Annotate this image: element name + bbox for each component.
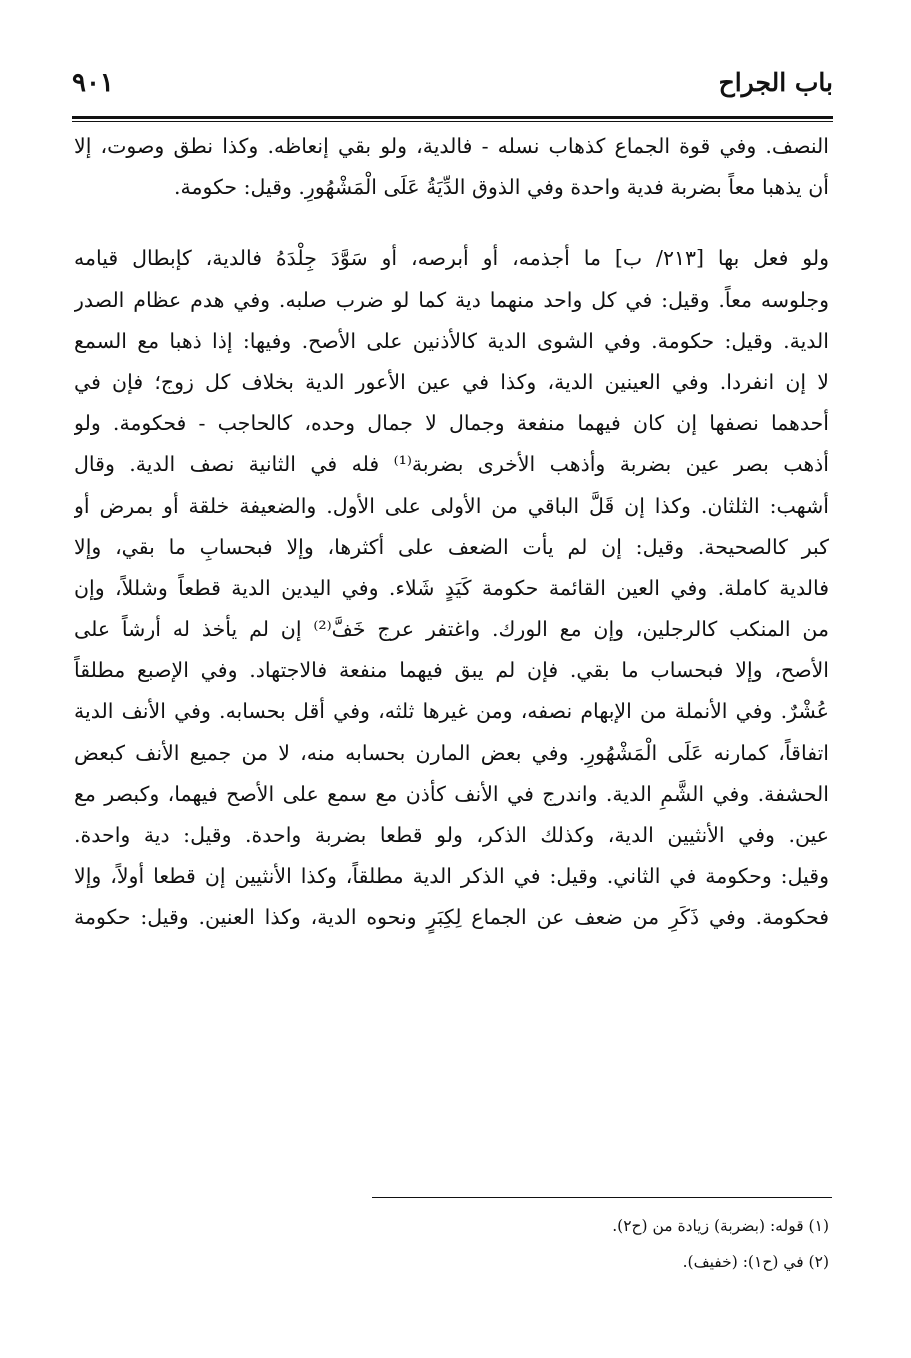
text-line: أحدهما نصفها إن كان فيهما منفعة وجمال لا جمال وحده، كالحاجب - فحكومة. ولو — [74, 411, 829, 436]
text-line: الحشفة. وفي الشَّمِ الدية. واندرج في الأنف كأذن مع سمع على الأصح فيهما، وكبصر مع — [74, 781, 829, 806]
text-line: النصف. وفي قوة الجماع كذهاب نسله - فالدية، ولو بقي إنعاظه. وكذا نطق وصوت، إلا — [74, 134, 829, 158]
text-line: فالدية كاملة. وفي العين القائمة حكومة كَيَدٍ شَلاء. وفي اليدين الدية قطعاً وشللاً، وإن — [74, 575, 829, 600]
paragraph-1 — [74, 126, 829, 208]
text-line: عين. وفي الأنثيين الدية، وكذلك الذكر، ولو قطعا بضربة واحدة. وقيل: دية واحدة. — [74, 823, 829, 847]
footnote-1: (١) قوله: (بضربة) زيادة من (ح٢). — [612, 1217, 829, 1235]
text-line: عُشْرٌ. وفي الأنملة من الإبهام نصفه، ومن غيرها ثلثه، وفي أقل بحسابه. وفي الأنف الدية — [74, 699, 829, 724]
footnote-separator — [372, 1197, 832, 1198]
paragraph-gap — [74, 208, 829, 238]
text-line: وجلوسه معاً. وقيل: في كل واحد منهما دية كما لو ضرب صلبه. وفي هدم عظام الصدر — [74, 287, 829, 312]
page-number: ٩٠١ — [72, 68, 114, 98]
text-line: فحكومة. وفي ذَكَرِ من ضعف عن الجماع لِكِبَرٍ ونحوه الدية، وكذا العنين. وقيل: حكومة — [74, 905, 829, 930]
text-line: اتفاقاً، كمارنه عَلَى الْمَشْهُورِ. وفي بعض المارن بحسابه منه، لا من جميع الأنف كبعض — [74, 740, 829, 765]
footnotes — [300, 1208, 829, 1280]
chapter-title: باب الجراح — [718, 68, 833, 97]
text-line: الدية. وقيل: حكومة. وفي الشوى الدية كالأذنين على الأصح. وفيها: إذا ذهبا مع السمع — [74, 328, 829, 353]
header-rule-thick — [72, 116, 833, 119]
text-line: الأصح، وإلا فبحساب ما بقي. فإن لم يبق فيهما منفعة فالاجتهاد. وفي الإصبع مطلقاً — [74, 658, 829, 683]
footnote-2: (٢) في (ح١): (خفيف). — [682, 1253, 829, 1271]
text-line: من المنكب كالرجلين، وإن مع الورك. واغتفر عرج خَفَّ⁽²⁾ إن لم يأخذ له أرشاً على — [74, 617, 829, 642]
header-rule-thin — [72, 121, 833, 122]
text-line: أشهب: الثلثان. وكذا إن قَلَّ الباقي من الأولى على الأول. والضعيفة خلقة أو بمرض أو — [74, 493, 829, 518]
text-line: أذهب بصر عين بضربة وأذهب الأخرى بضربة⁽¹⁾ فله في الثانية نصف الدية. وقال — [74, 452, 829, 477]
text-line: وقيل: وحكومة في الثاني. وقيل: في الذكر الدية مطلقاً، وكذا الأنثيين إن قطعا أولاً، وإلا — [74, 864, 829, 889]
text-line: لا إن انفردا. وفي العينين الدية، وكذا في عين الأعور الدية بخلاف كل زوج؛ فإن في — [74, 369, 829, 394]
main-text — [74, 126, 829, 939]
text-line: ولو فعل بها [٢١٣/ ب] ما أجذمه، أو أبرصه، أو سَوَّدَ جِلْدَهُ فالدية، كإبطال قيامه — [74, 246, 829, 271]
paragraph-2 — [74, 238, 829, 938]
running-header — [72, 68, 833, 112]
text-line: كبر كالصحيحة. وقيل: إن لم يأت الضعف على أكثرها، وإلا فبحسابِ ما بقي، وإلا — [74, 534, 829, 559]
text-line: أن يذهبا معاً بضربة فدية واحدة وفي الذوق الدِّيَةُ عَلَى الْمَشْهُورِ. وقيل: حكومة. — [173, 175, 829, 200]
